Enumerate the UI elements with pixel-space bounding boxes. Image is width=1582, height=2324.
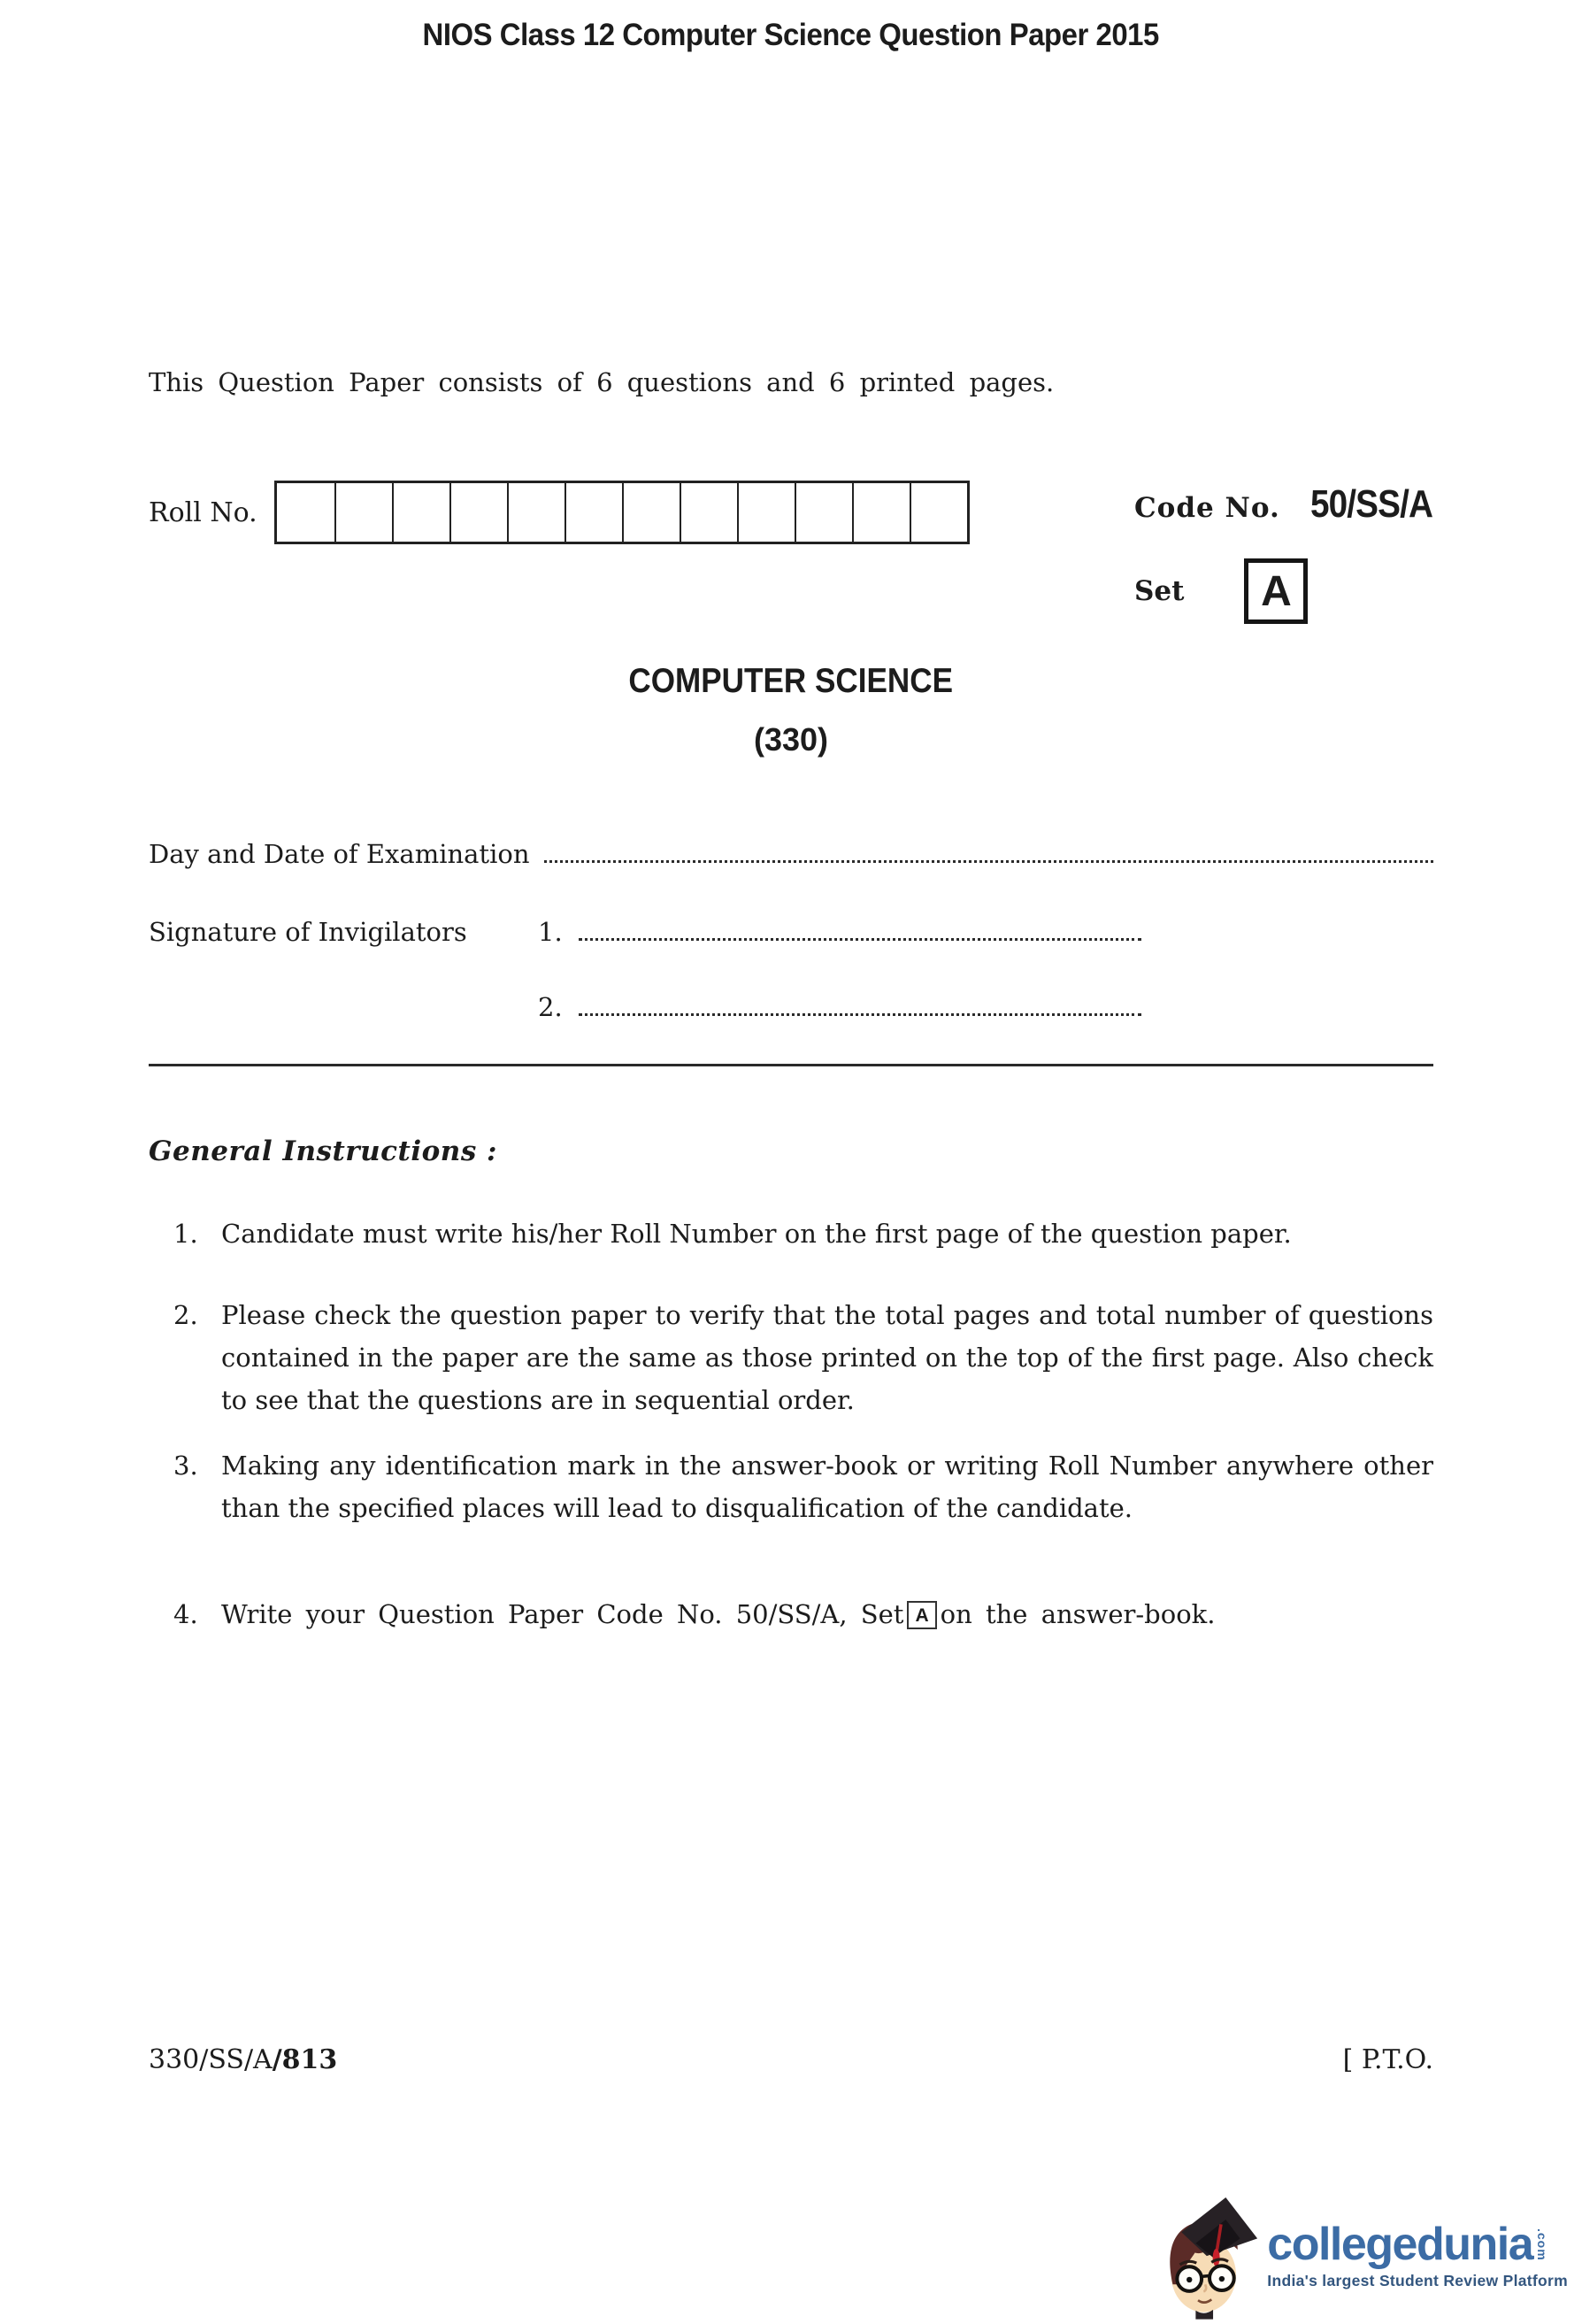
roll-cell: [392, 483, 449, 542]
logo-wordmark: collegedunia: [1267, 2218, 1533, 2270]
instruction-4-text-after: on the answer-book.: [940, 1599, 1216, 1629]
roll-cell: [852, 483, 910, 542]
instruction-number: 4.: [173, 1599, 198, 1629]
general-instructions-heading: General Instructions :: [149, 1135, 498, 1167]
signature-2-dotted-line: [579, 1013, 1141, 1016]
roll-cell: [622, 483, 680, 542]
roll-cell: [334, 483, 392, 542]
logo-domain: .com: [1535, 2228, 1550, 2261]
instruction-item: [149, 1593, 1433, 1635]
instruction-item: [149, 1212, 1433, 1255]
day-date-dotted-line: [544, 860, 1434, 863]
horizontal-divider: [149, 1064, 1433, 1066]
set-value-box: A: [1244, 558, 1308, 624]
pto-label: [ P.T.O.: [1342, 2044, 1433, 2075]
roll-cell: [795, 483, 852, 542]
signature-label-spacer: [149, 992, 538, 1022]
signature-1-number: 1.: [538, 917, 563, 947]
instruction-item: [149, 1444, 1433, 1529]
roll-cell: [507, 483, 564, 542]
logo-tagline: India's largest Student Review Platform: [1267, 2272, 1568, 2290]
roll-cell: [680, 483, 737, 542]
subject-title: [0, 662, 1582, 701]
invigilator-signature-line-1: [149, 917, 1433, 947]
instruction-item: [149, 1294, 1433, 1421]
roll-cell: [277, 483, 334, 542]
signature-label: Signature of Invigilators: [149, 917, 467, 947]
instruction-number: 3.: [173, 1451, 198, 1481]
instruction-text: Making any identification mark in the answer-book or writing Roll Number anywhere other than the specified places will lead to disqualification of the candidate.: [221, 1451, 1433, 1523]
paper-summary-line: This Question Paper consists of 6 questions and 6 printed pages.: [149, 367, 1055, 397]
collegedunia-logo: [1154, 2189, 1568, 2324]
instruction-text: Please check the question paper to verify that the total pages and total number of questions contained in the paper are the same as those printed on the top of the first page. Also check to see that the questions are in sequential order.: [221, 1300, 1433, 1415]
signature-2-number: 2.: [538, 992, 563, 1022]
roll-cell: [737, 483, 795, 542]
page-title-text: NIOS Class 12 Computer Science Question Paper 2015: [422, 18, 1160, 52]
instruction-4-text-before: Write your Question Paper Code No. 50/SS/A, Set: [221, 1599, 904, 1629]
code-no-block: [1134, 482, 1449, 527]
student-mascot-icon: [1154, 2189, 1258, 2324]
day-date-line: [149, 839, 1433, 869]
logo-text-block: [1267, 2218, 1568, 2290]
instruction-number: 1.: [173, 1219, 198, 1249]
set-label: Set: [1134, 575, 1185, 607]
code-no-value: 50/SS/A: [1309, 482, 1432, 526]
set-row: [1134, 558, 1308, 625]
roll-number-row: [149, 481, 970, 544]
roll-number-grid: [274, 481, 970, 544]
paper-code-footer: [149, 2044, 337, 2075]
instruction-text: Candidate must write his/her Roll Number on the first page of the question paper.: [221, 1219, 1292, 1249]
subject-code: (330): [753, 721, 829, 758]
paper-code-bold: /813: [272, 2044, 338, 2075]
instruction-number: 2.: [173, 1300, 198, 1330]
roll-cell: [910, 483, 967, 542]
logo-wordmark-row: [1267, 2218, 1568, 2270]
subject-title-text: COMPUTER SCIENCE: [628, 662, 954, 700]
roll-cell: [449, 483, 507, 542]
invigilator-signature-line-2: [149, 992, 1433, 1022]
instruction-text: [221, 1593, 1433, 1635]
code-no-label: Code No.: [1134, 492, 1280, 524]
paper-code-regular: 330/SS/A: [149, 2044, 273, 2075]
day-date-label: Day and Date of Examination: [149, 839, 530, 869]
page-footer: [149, 2044, 1433, 2075]
signature-1-dotted-line: [579, 938, 1141, 941]
set-a-inline-box: A: [907, 1601, 936, 1629]
page-title: [0, 18, 1582, 53]
roll-cell: [564, 483, 622, 542]
roll-no-label: Roll No.: [149, 496, 257, 528]
